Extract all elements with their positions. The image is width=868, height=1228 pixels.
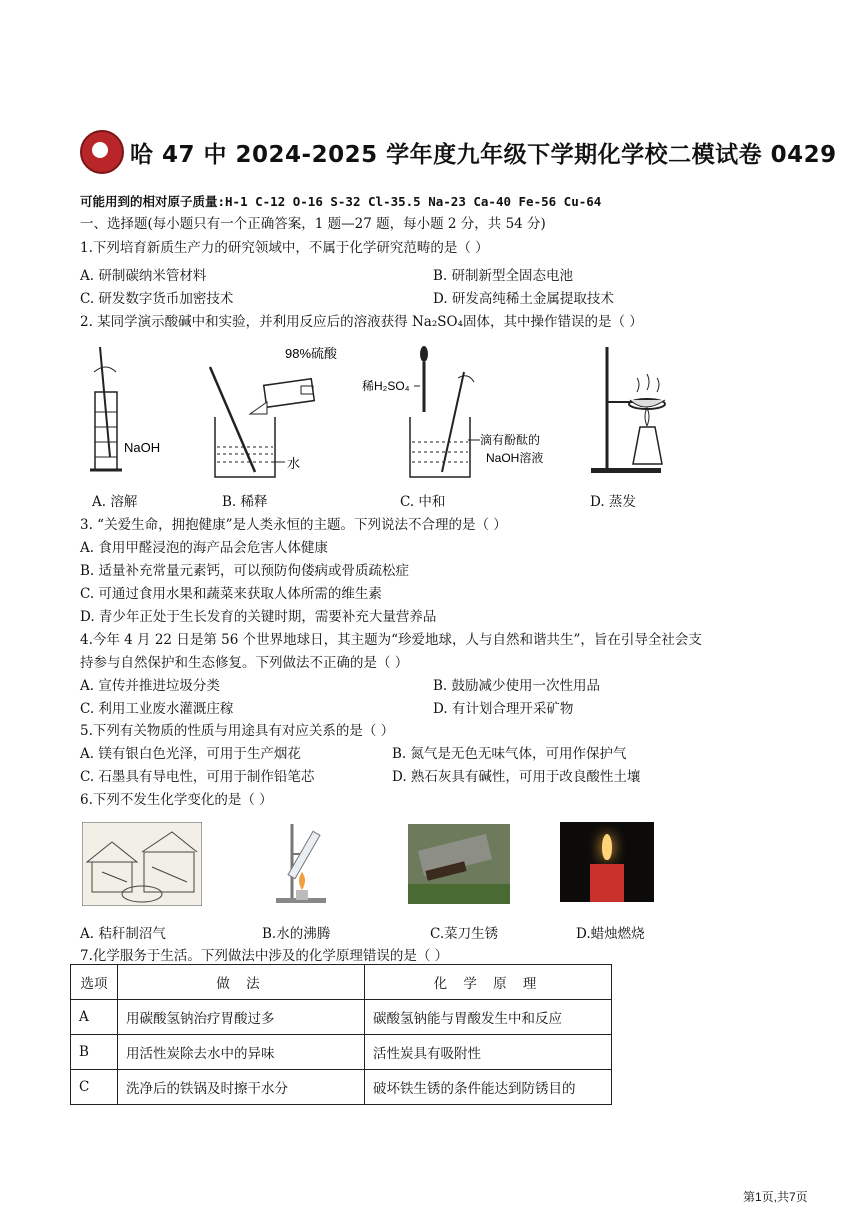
dilution-apparatus-figure xyxy=(205,342,375,480)
table-cell: B xyxy=(71,1035,118,1070)
q7-table xyxy=(70,964,612,1105)
page-title: 哈 47 中 2024-2025 学年度九年级下学期化学校二模试卷 0429 xyxy=(130,141,837,168)
q1-option-b: B. 研制新型全固态电池 xyxy=(433,268,574,284)
q1-option-d: D. 研发高纯稀土金属提取技术 xyxy=(433,291,614,307)
table-row xyxy=(71,1000,612,1035)
q4-option-c: C. 利用工业废水灌溉庄稼 xyxy=(80,701,234,717)
q2-option-b: B. 稀释 xyxy=(222,494,268,510)
evaporation-apparatus-figure xyxy=(585,342,695,480)
table-cell: 活性炭具有吸附性 xyxy=(365,1035,612,1070)
q4-option-b: B. 鼓励减少使用一次性用品 xyxy=(433,678,601,694)
table-cell: 碳酸氢钠能与胃酸发生中和反应 xyxy=(365,1000,612,1035)
rusty-knife-photo xyxy=(408,824,510,904)
q7-stem: 7.化学服务于生活。下列做法中涉及的化学原理错误的是（ ） xyxy=(80,948,449,964)
q6-option-a: A. 秸秆制沼气 xyxy=(80,926,166,942)
section-heading: 一、选择题(每小题只有一个正确答案，1 题—27 题，每小题 2 分，共 54 分) xyxy=(80,216,546,232)
boiling-water-illustration xyxy=(262,820,342,906)
table-row xyxy=(71,1035,612,1070)
table-cell: 洗净后的铁锅及时擦干水分 xyxy=(118,1070,365,1105)
q1-option-c: C. 研发数字货币加密技术 xyxy=(80,291,234,307)
q6-stem: 6.下列不发生化学变化的是（ ） xyxy=(80,792,273,808)
col-header-principle: 化 学 原 理 xyxy=(365,965,612,1000)
q4-stem-line2: 持参与自然保护和生态修复。下列做法不正确的是（ ） xyxy=(80,655,409,671)
q2-stem: 2. 某同学演示酸碱中和实验，并利用反应后的溶液获得 Na₂SO₄固体，其中操作错误的是（ ） xyxy=(80,314,643,330)
q6-option-b: B.水的沸腾 xyxy=(262,926,331,942)
table-cell: A xyxy=(71,1000,118,1035)
q3-stem: 3. “关爱生命，拥抱健康”是人类永恒的主题。下列说法不合理的是（ ） xyxy=(80,517,507,533)
q3-option-d: D. 青少年正处于生长发育的关键时期，需要补充大量营养品 xyxy=(80,609,437,625)
title-block xyxy=(80,130,837,174)
naoh-solution-label: NaOH溶液 xyxy=(486,451,544,465)
q2-option-c: C. 中和 xyxy=(400,494,446,510)
q6-option-c: C.菜刀生锈 xyxy=(430,926,499,942)
q5-stem: 5.下列有关物质的性质与用途具有对应关系的是（ ） xyxy=(80,723,395,739)
q6-option-d: D.蜡烛燃烧 xyxy=(576,926,645,942)
q4-stem-line1: 4.今年 4 月 22 日是第 56 个世界地球日，其主题为“珍爱地球，人与自然和谐共生”，旨在引导全社会支 xyxy=(80,632,702,648)
table-cell: 用活性炭除去水中的异味 xyxy=(118,1035,365,1070)
q5-option-d: D. 熟石灰具有碱性，可用于改良酸性土壤 xyxy=(392,769,641,785)
dilute-acid-label: 稀H₂SO₄ xyxy=(362,379,410,393)
atomic-masses: 可能用到的相对原子质量:H-1 C-12 O-16 S-32 Cl-35.5 Na-23 Ca-40 Fe-56 Cu-64 xyxy=(80,194,602,209)
q5-option-b: B. 氮气是无色无味气体，可用作保护气 xyxy=(392,746,627,762)
table-row xyxy=(71,1070,612,1105)
q5-option-a: A. 镁有银白色光泽，可用于生产烟花 xyxy=(80,746,301,762)
acid-label: 98%硫酸 xyxy=(285,346,338,361)
school-seal-icon xyxy=(80,130,124,174)
q2-option-a: A. 溶解 xyxy=(92,494,138,510)
q5-option-c: C. 石墨具有导电性，可用于制作铅笔芯 xyxy=(80,769,315,785)
naoh-label: NaOH xyxy=(124,440,161,455)
q2-option-d: D. 蒸发 xyxy=(590,494,636,510)
burning-candle-photo xyxy=(560,822,654,902)
neutralization-apparatus-figure xyxy=(362,342,562,480)
q3-option-c: C. 可通过食用水果和蔬菜来获取人体所需的维生素 xyxy=(80,586,382,602)
phenolphthalein-label: 滴有酚酞的 xyxy=(480,433,541,447)
col-header-option: 选项 xyxy=(71,965,118,1000)
q4-option-d: D. 有计划合理开采矿物 xyxy=(433,701,574,717)
table-cell: 破坏铁生锈的条件能达到防锈目的 xyxy=(365,1070,612,1105)
col-header-method: 做 法 xyxy=(118,965,365,1000)
page-number: 第1页,共7页 xyxy=(743,1190,808,1204)
q1-option-a: A. 研制碳纳米管材料 xyxy=(80,268,207,284)
q1-stem: 1.下列培育新质生产力的研究领域中，不属于化学研究范畴的是（ ） xyxy=(80,240,489,256)
q3-option-b: B. 适量补充常量元素钙，可以预防佝偻病或骨质疏松症 xyxy=(80,563,410,579)
biogas-illustration xyxy=(82,822,202,906)
table-cell: C xyxy=(71,1070,118,1105)
q4-option-a: A. 宣传并推进垃圾分类 xyxy=(80,678,220,694)
q3-option-a: A. 食用甲醛浸泡的海产品会危害人体健康 xyxy=(80,540,328,556)
table-header-row xyxy=(71,965,612,1000)
dissolve-apparatus-figure xyxy=(80,342,190,480)
table-cell: 用碳酸氢钠治疗胃酸过多 xyxy=(118,1000,365,1035)
water-label: 水 xyxy=(287,457,301,472)
